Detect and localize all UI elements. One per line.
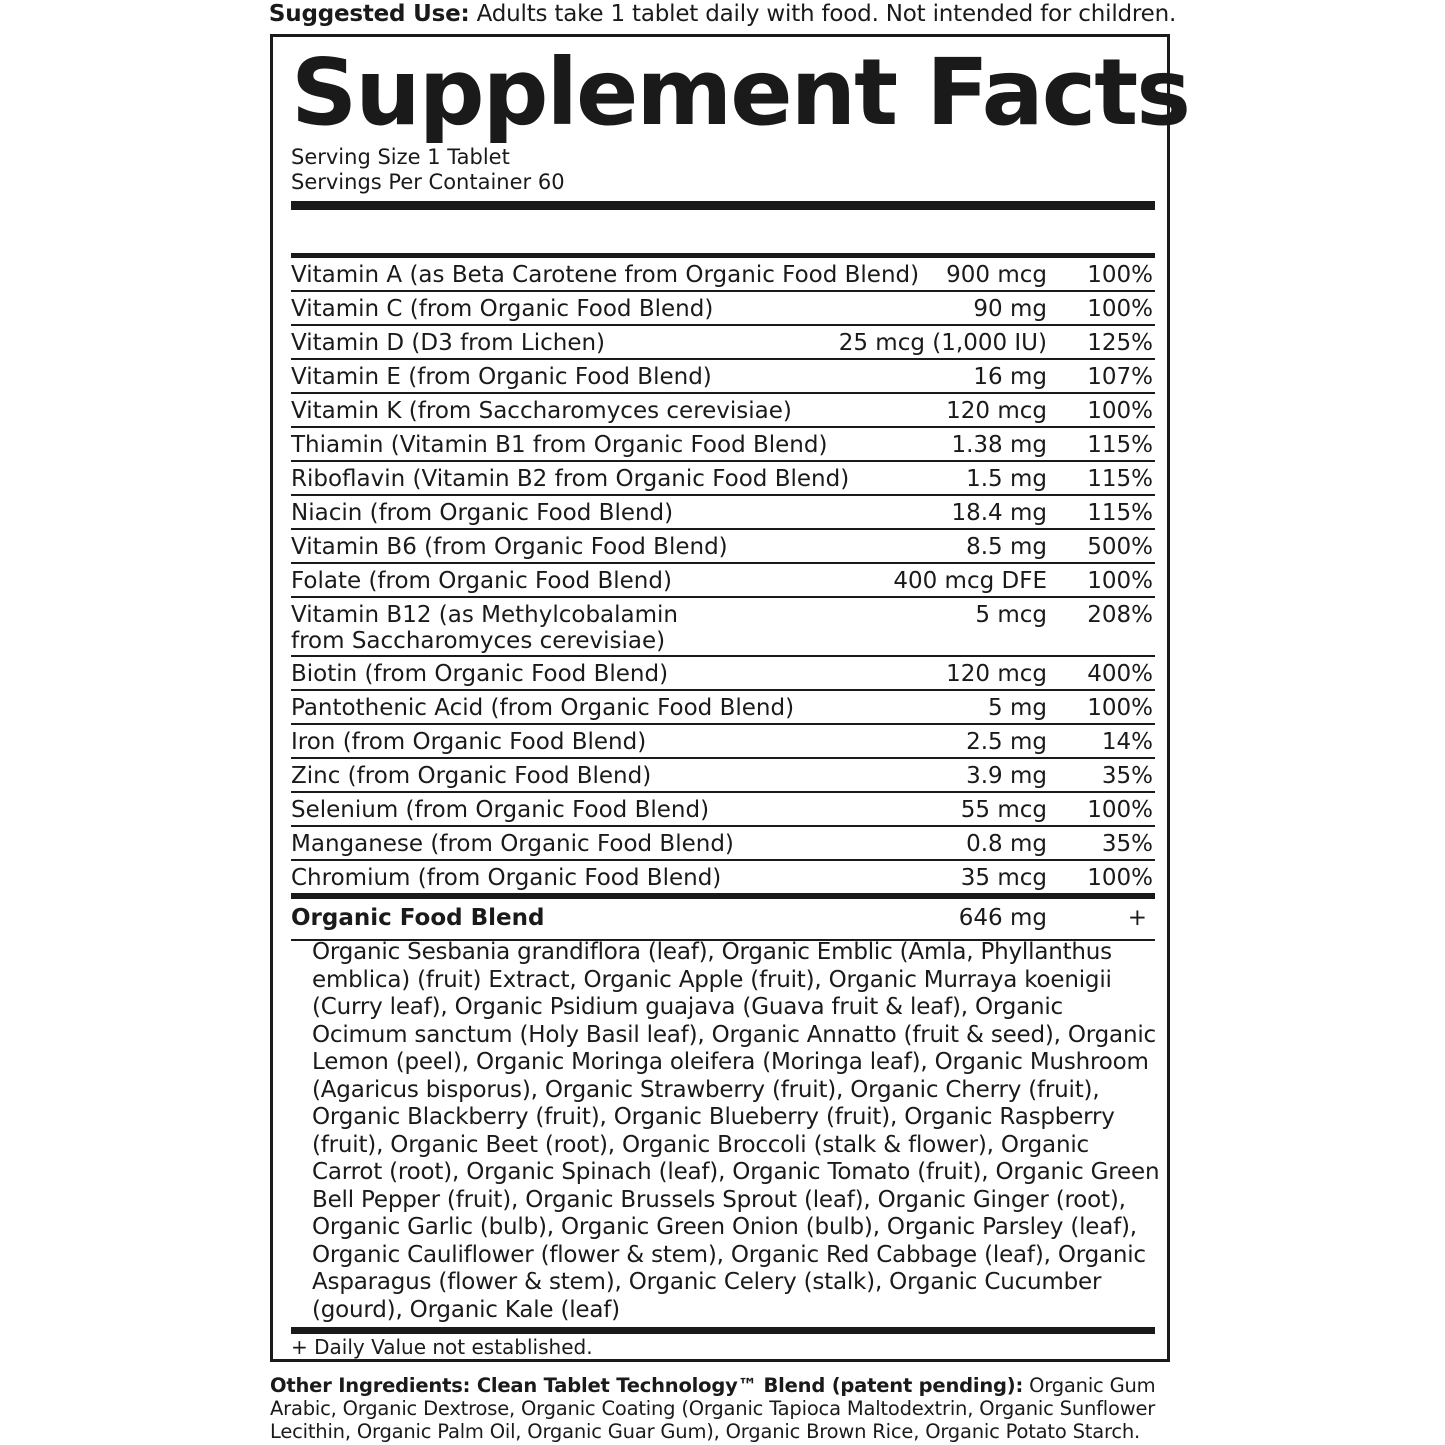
- nutrient-dv: 35%: [1101, 831, 1153, 857]
- nutrient-row: [291, 657, 1155, 691]
- footnote: + Daily Value not established.: [291, 1335, 593, 1359]
- nutrient-name: Selenium (from Organic Food Blend): [291, 797, 710, 823]
- nutrient-row: [291, 564, 1155, 598]
- nutrient-name: Thiamin (Vitamin B1 from Organic Food Blend): [291, 432, 828, 458]
- nutrient-dv: 100%: [1087, 695, 1153, 721]
- nutrient-name: Vitamin D (D3 from Lichen): [291, 330, 606, 356]
- other-ingredients: [270, 1374, 1170, 1443]
- nutrient-row: [291, 861, 1155, 893]
- nutrient-amount: 5 mg: [988, 695, 1047, 721]
- nutrient-table: [291, 258, 1155, 893]
- supplement-facts-panel: [270, 34, 1189, 1362]
- nutrient-row: [291, 360, 1155, 394]
- nutrient-row: [291, 530, 1155, 564]
- nutrient-name: Iron (from Organic Food Blend): [291, 729, 647, 755]
- servings-per-container: Servings Per Container 60: [291, 170, 565, 194]
- nutrient-name: Vitamin A (as Beta Carotene from Organic Food Blend): [291, 262, 920, 288]
- blend-ingredients: Organic Sesbania grandiflora (leaf), Organic Emblic (Amla, Phyllanthus emblica) (fruit) Extract, Organic Apple (fruit), Organic Murraya koenigii (Curry leaf), Organic Psidium guajava (Guava fruit & leaf), Organic Ocimum sanctum (Holy Basil leaf), Organic Annatto (fruit & seed), Organic Lemon (peel), Organic Moringa oleifera (Moringa leaf), Organic Mushroom (Agaricus bisporus), Organic Strawberry (fruit), Organic Cherry (fruit), Organic Blackberry (fruit), Organic Blueberry (fruit), Organic Raspberry (fruit), Organic Beet (root), Organic Broccoli (stalk & flower), Organic Carrot (root), Organic Spinach (leaf), Organic Tomato (fruit), Organic Green Bell Pepper (fruit), Organic Brussels Sprout (leaf), Organic Ginger (root), Organic Garlic (bulb), Organic Green Onion (bulb), Organic Parsley (leaf), Organic Cauliflower (flower & stem), Organic Red Cabbage (leaf), Organic Asparagus (flower & stem), Organic Celery (stalk), Organic Cucumber (gourd), Organic Kale (leaf): [312, 939, 1160, 1323]
- nutrient-dv: 35%: [1101, 763, 1153, 789]
- nutrient-name: Riboflavin (Vitamin B2 from Organic Food Blend): [291, 466, 850, 492]
- nutrient-dv: 400%: [1087, 661, 1153, 687]
- suggested-use-text: Adults take 1 tablet daily with food. Not intended for children.: [469, 1, 1177, 27]
- suggested-use-label: Suggested Use:: [268, 1, 470, 27]
- nutrient-row: [291, 428, 1155, 462]
- nutrient-amount: 120 mcg: [946, 398, 1047, 424]
- nutrient-row: [291, 725, 1155, 759]
- nutrient-name: Pantothenic Acid (from Organic Food Blend): [291, 695, 795, 721]
- blend-row: [291, 899, 1155, 941]
- nutrient-amount: 0.8 mg: [966, 831, 1047, 857]
- nutrient-row: [291, 394, 1155, 428]
- serving-size: Serving Size 1 Tablet: [291, 145, 510, 169]
- nutrient-name: Manganese (from Organic Food Blend): [291, 831, 734, 857]
- nutrient-dv: 107%: [1087, 364, 1153, 390]
- nutrient-amount: 25 mcg (1,000 IU): [838, 330, 1047, 356]
- nutrient-dv: 500%: [1087, 534, 1153, 560]
- nutrient-name: Vitamin B6 (from Organic Food Blend): [291, 534, 728, 560]
- nutrient-name: Zinc (from Organic Food Blend): [291, 763, 652, 789]
- nutrient-amount: 1.38 mg: [951, 432, 1047, 458]
- nutrient-amount: 400 mcg DFE: [893, 568, 1047, 594]
- nutrient-row: [291, 462, 1155, 496]
- nutrient-amount: 55 mcg: [960, 797, 1047, 823]
- nutrient-row: [291, 598, 1155, 657]
- nutrient-amount: 8.5 mg: [966, 534, 1047, 560]
- nutrient-name: Chromium (from Organic Food Blend): [291, 865, 722, 891]
- nutrient-name: Vitamin B12 (as Methylcobalamin from Saccharomyces cerevisiae): [291, 602, 678, 654]
- nutrient-amount: 2.5 mg: [966, 729, 1047, 755]
- nutrient-name: Vitamin K (from Saccharomyces cerevisiae): [291, 398, 792, 424]
- blend-amount: 646 mg: [958, 905, 1047, 931]
- thick-divider-bottom: [291, 1327, 1155, 1334]
- blend-dv: +: [1127, 905, 1147, 931]
- nutrient-dv: 14%: [1101, 729, 1153, 755]
- nutrient-amount: 5 mcg: [975, 602, 1047, 628]
- nutrient-name: Biotin (from Organic Food Blend): [291, 661, 669, 687]
- nutrient-row: [291, 793, 1155, 827]
- nutrient-dv: 115%: [1087, 432, 1153, 458]
- nutrient-name: Folate (from Organic Food Blend): [291, 568, 672, 594]
- blend-name: Organic Food Blend: [291, 905, 545, 931]
- nutrient-dv: 125%: [1087, 330, 1153, 356]
- other-ingredients-text: Organic Gum Arabic, Organic Dextrose, Organic Coating (Organic Tapioca Maltodextrin, Organic Sunflower Lecithin, Organic Palm Oil, Organic Guar Gum), Organic Brown Rice, Organic Potato Starch.: [270, 1374, 1156, 1443]
- nutrient-row: [291, 691, 1155, 725]
- panel-title: Supplement Facts: [291, 39, 1189, 146]
- nutrient-amount: 120 mcg: [946, 661, 1047, 687]
- nutrient-row: [291, 496, 1155, 530]
- nutrient-dv: 100%: [1087, 296, 1153, 322]
- nutrient-dv: 100%: [1087, 262, 1153, 288]
- nutrient-amount: 90 mg: [973, 296, 1047, 322]
- nutrient-amount: 3.9 mg: [966, 763, 1047, 789]
- nutrient-name: Niacin (from Organic Food Blend): [291, 500, 674, 526]
- nutrient-dv: 100%: [1087, 865, 1153, 891]
- nutrient-row: [291, 759, 1155, 793]
- nutrient-name: Vitamin C (from Organic Food Blend): [291, 296, 714, 322]
- nutrient-row: [291, 827, 1155, 861]
- nutrient-dv: 100%: [1087, 398, 1153, 424]
- nutrient-amount: 18.4 mg: [951, 500, 1047, 526]
- nutrient-name: Vitamin E (from Organic Food Blend): [291, 364, 712, 390]
- serving-info: [291, 145, 565, 195]
- suggested-use: [0, 0, 1445, 28]
- nutrient-dv: 100%: [1087, 568, 1153, 594]
- thick-divider-top: [291, 201, 1155, 210]
- other-ingredients-label: Other Ingredients: Clean Tablet Technology™ Blend (patent pending):: [270, 1374, 1024, 1397]
- nutrient-amount: 900 mcg: [946, 262, 1047, 288]
- nutrient-dv: 100%: [1087, 797, 1153, 823]
- nutrient-dv: 115%: [1087, 466, 1153, 492]
- nutrient-row: [291, 258, 1155, 292]
- nutrient-amount: 16 mg: [973, 364, 1047, 390]
- nutrient-amount: 35 mcg: [960, 865, 1047, 891]
- nutrient-amount: 1.5 mg: [966, 466, 1047, 492]
- nutrient-dv: 208%: [1087, 602, 1153, 628]
- nutrient-row: [291, 326, 1155, 360]
- nutrient-dv: 115%: [1087, 500, 1153, 526]
- nutrient-row: [291, 292, 1155, 326]
